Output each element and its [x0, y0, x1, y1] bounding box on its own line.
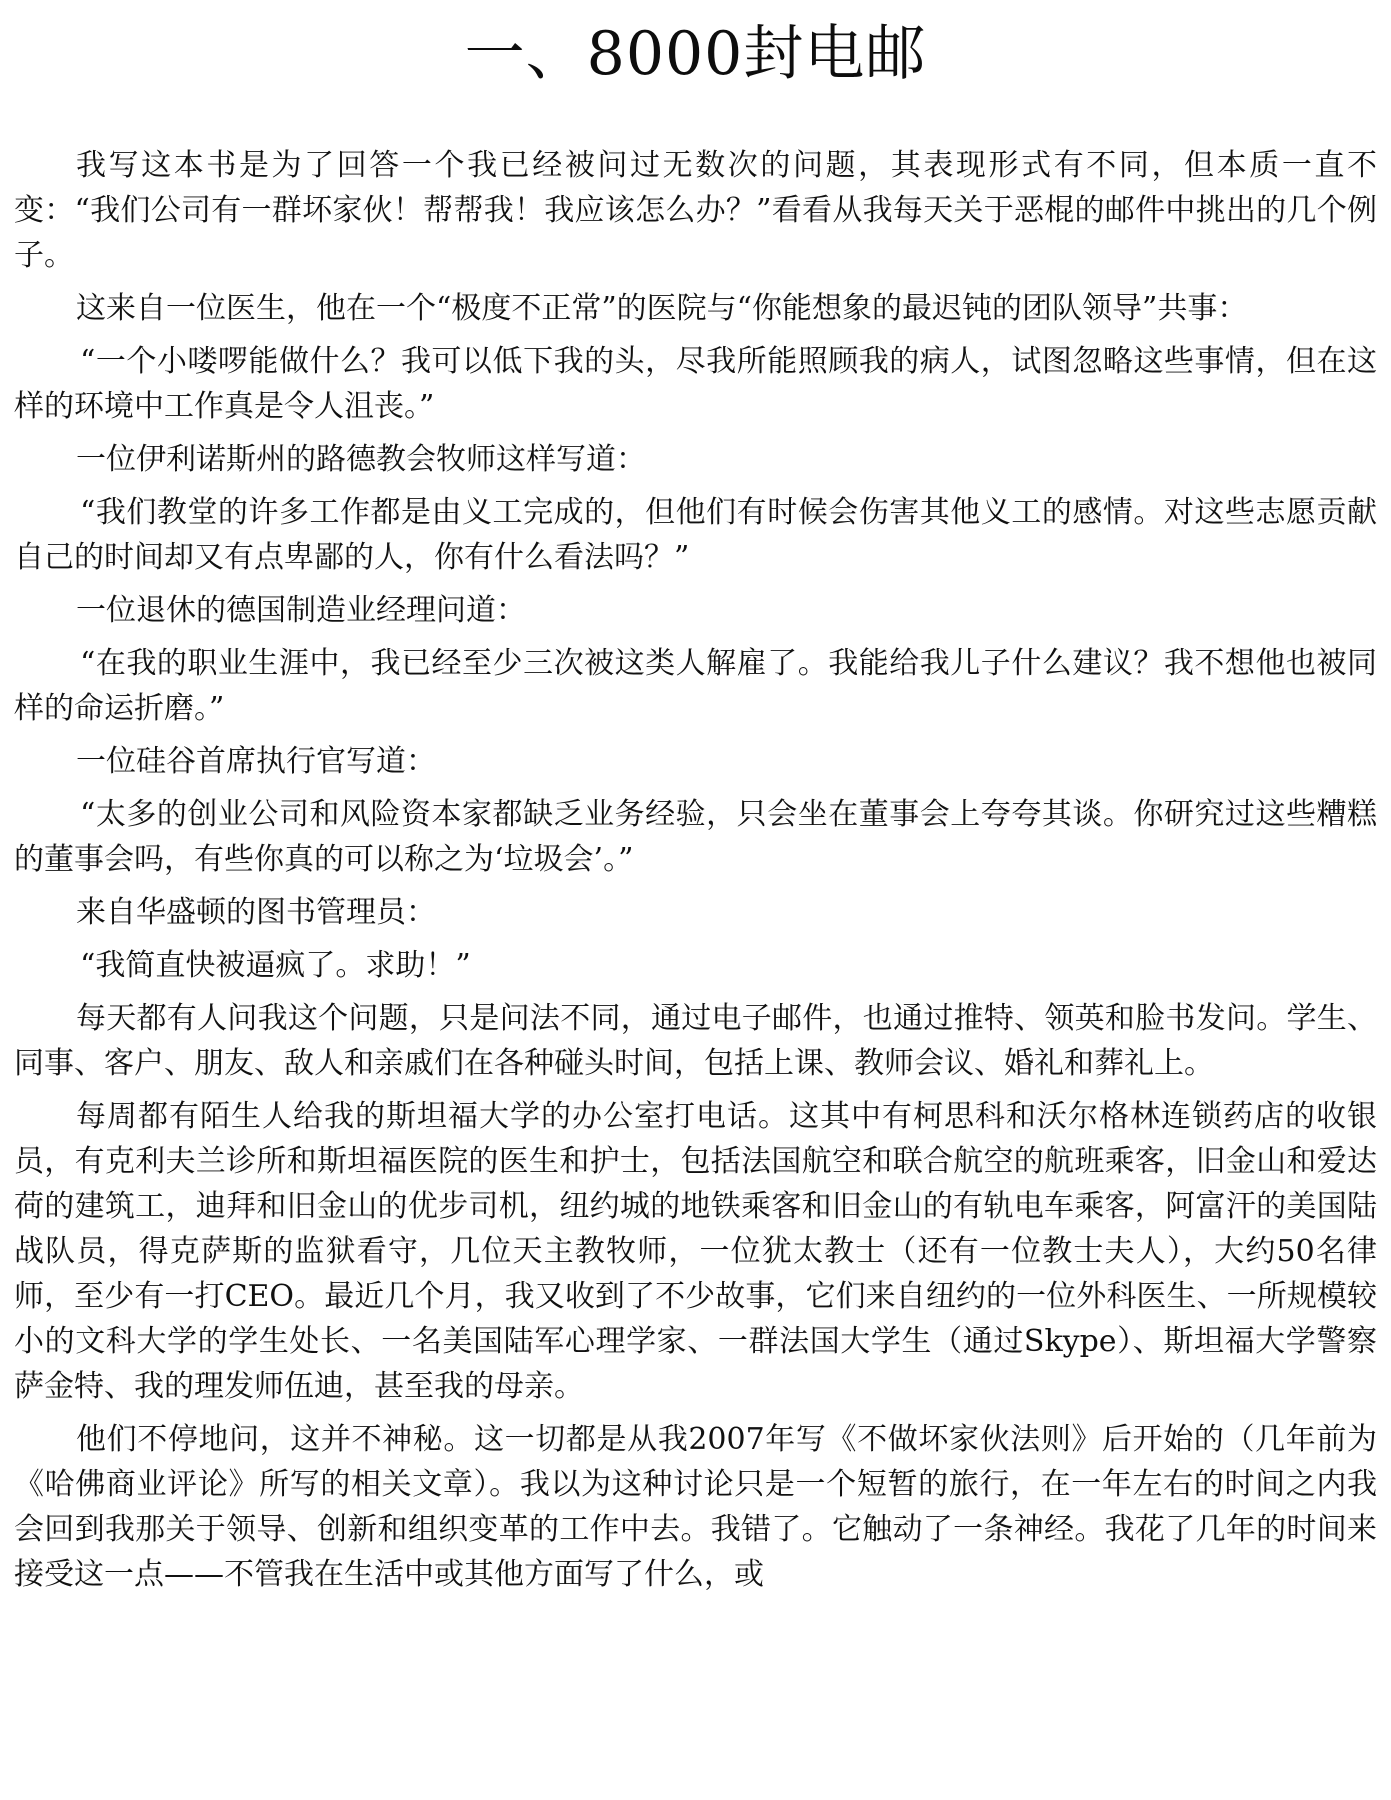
paragraph: 一位伊利诺斯州的路德教会牧师这样写道： [76, 442, 646, 477]
quote-paragraph: “在我的职业生涯中，我已经至少三次被这类人解雇了。我能给我儿子什么建议？我不想他也被同样的命运折磨。” [14, 646, 1377, 726]
paragraph: 他们不停地问，这并不神秘。这一切都是从我2007年写《不做坏家伙法则》后开始的（几年前为《哈佛商业评论》所写的相关文章）。我以为这种讨论只是一个短暂的旅行，在一年左右的时间之内我会回到我那关于领导、创新和组织变革的工作中去。我错了。它触动了一条神经。我花了几年的时间来接受这一点——不管我在生活中或其他方面写了什么，或 [14, 1422, 1377, 1592]
paragraph: 这来自一位医生，他在一个“极度不正常”的医院与“你能想象的最迟钝的团队领导”共事： [76, 291, 1248, 326]
chapter-title: 一、8000封电邮 [464, 19, 927, 89]
paragraph: 我写这本书是为了回答一个我已经被问过无数次的问题，其表现形式有不同，但本质一直不变：“我们公司有一群坏家伙！帮帮我！我应该怎么办？”看看从我每天关于恶棍的邮件中挑出的几个例子。 [14, 148, 1377, 273]
paragraph: 每周都有陌生人给我的斯坦福大学的办公室打电话。这其中有柯思科和沃尔格林连锁药店的收银员，有克利夫兰诊所和斯坦福医院的医生和护士，包括法国航空和联合航空的航班乘客，旧金山和爱达荷的建筑工，迪拜和旧金山的优步司机，纽约城的地铁乘客和旧金山的有轨电车乘客，阿富汗的美国陆战队员，得克萨斯的监狱看守，几位天主教牧师，一位犹太教士（还有一位教士夫人），大约50名律师，至少有一打CEO。最近几个月，我又收到了不少故事，它们来自纽约的一位外科医生、一所规模较小的文科大学的学生处长、一名美国陆军心理学家、一群法国大学生（通过Skype）、斯坦福大学警察萨金特、我的理发师伍迪，甚至我的母亲。 [14, 1099, 1377, 1404]
paragraph: 来自华盛顿的图书管理员： [76, 895, 436, 930]
body-text [14, 143, 1377, 1605]
quote-paragraph: “一个小喽啰能做什么？我可以低下我的头，尽我所能照顾我的病人，试图忽略这些事情，但在这样的环境中工作真是令人沮丧。” [14, 344, 1377, 424]
paragraph: 一位硅谷首席执行官写道： [76, 744, 436, 779]
quote-paragraph: “我简直快被逼疯了。求助！” [80, 948, 471, 983]
paragraph: 一位退休的德国制造业经理问道： [76, 593, 526, 628]
paragraph: 每天都有人问我这个问题，只是问法不同，通过电子邮件，也通过推特、领英和脸书发问。学生、同事、客户、朋友、敌人和亲戚们在各种碰头时间，包括上课、教师会议、婚礼和葬礼上。 [14, 1001, 1377, 1081]
quote-paragraph: “太多的创业公司和风险资本家都缺乏业务经验，只会坐在董事会上夸夸其谈。你研究过这些糟糕的董事会吗，有些你真的可以称之为‘垃圾会’。” [14, 797, 1377, 877]
quote-paragraph: “我们教堂的许多工作都是由义工完成的，但他们有时候会伤害其他义工的感情。对这些志愿贡献自己的时间却又有点卑鄙的人，你有什么看法吗？” [14, 495, 1377, 575]
